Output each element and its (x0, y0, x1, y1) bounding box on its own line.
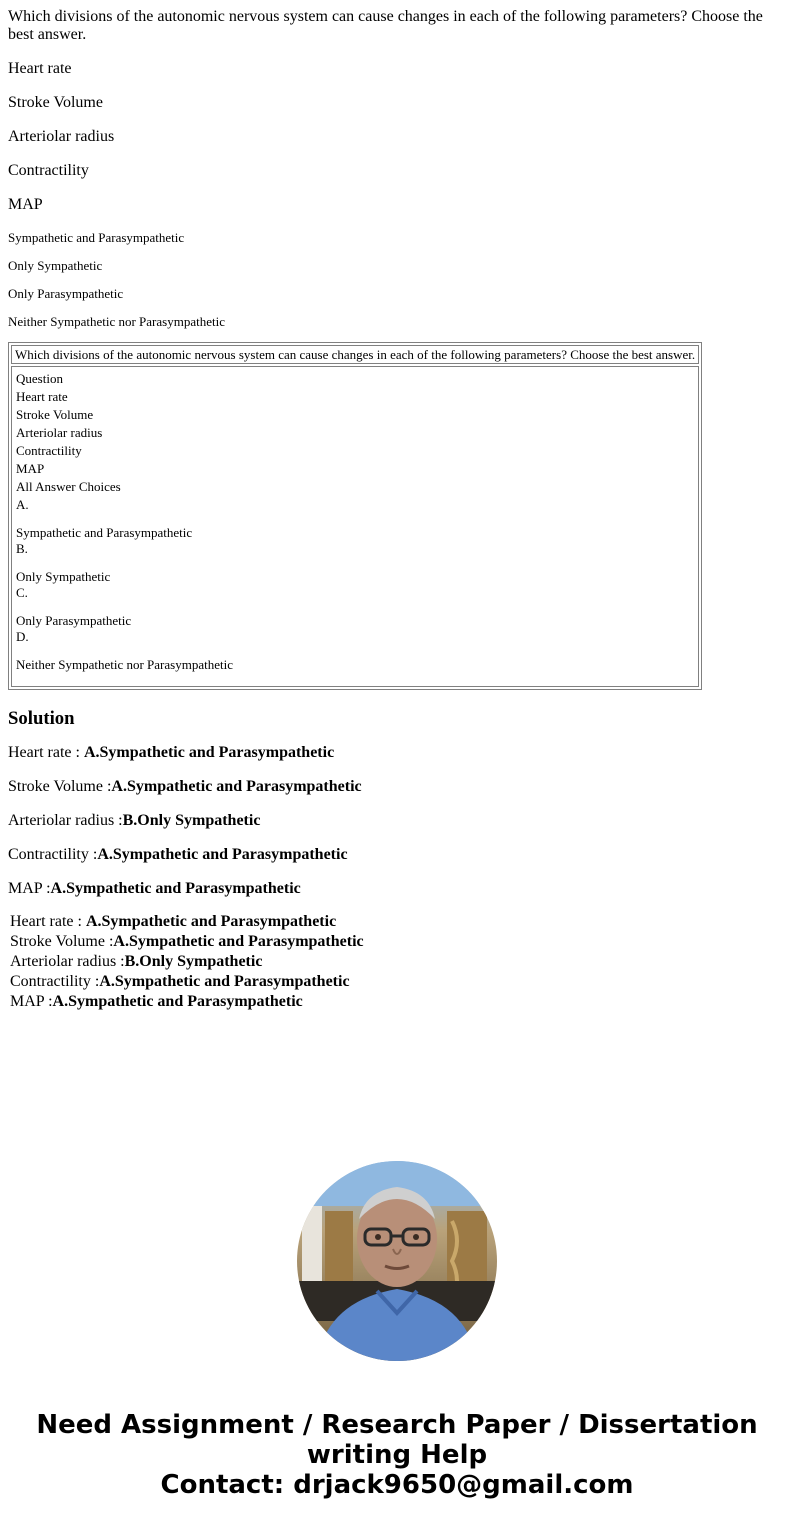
summary-value: A.Sympathetic and Parasympathetic (85, 913, 337, 930)
option-text: Neither Sympathetic nor Parasympathetic (16, 657, 233, 672)
question-table (8, 342, 702, 690)
summary-line (10, 952, 786, 972)
summary-label: Arteriolar radius : (10, 953, 125, 970)
parameter-item: Stroke Volume (8, 94, 103, 111)
parameter-item: Contractility (8, 162, 89, 179)
choice-item: Only Sympathetic (8, 258, 103, 273)
solution-answer (8, 846, 786, 864)
option-letter: C. (16, 585, 28, 600)
choice-item: Neither Sympathetic nor Parasympathetic (8, 314, 225, 329)
summary-line (10, 992, 786, 1012)
option-text: Sympathetic and Parasympathetic (16, 525, 193, 540)
solution-label: Stroke Volume : (8, 778, 112, 795)
summary-label: Heart rate : (10, 913, 86, 930)
summary-label: Contractility : (10, 973, 100, 990)
page-content (0, 8, 794, 1012)
question-label: Question (16, 371, 63, 386)
solution-label: MAP : (8, 880, 51, 897)
question-text: Which divisions of the autonomic nervous system can cause changes in each of the following parameters? Choose the best answer. (8, 8, 763, 43)
footer-contact (0, 1410, 794, 1500)
option-letter: A. (16, 497, 29, 512)
solution-answer (8, 744, 786, 762)
solution-label: Arteriolar radius : (8, 812, 123, 829)
solution-answer (8, 778, 786, 796)
summary-line (10, 932, 786, 952)
option-letter: D. (16, 629, 29, 644)
table-parameter: Contractility (16, 443, 82, 458)
footer-contact-email[interactable]: Contact: drjack9650@gmail.com (160, 1470, 634, 1500)
solution-value: A.Sympathetic and Parasympathetic (83, 744, 335, 761)
table-parameter: Heart rate (16, 389, 68, 404)
summary-value: B.Only Sympathetic (124, 953, 263, 970)
solution-value: A.Sympathetic and Parasympathetic (50, 880, 301, 897)
table-parameter: Arteriolar radius (16, 425, 103, 440)
question-table-header: Which divisions of the autonomic nervous system can cause changes in each of the following parameters? Choose the best answer. (11, 345, 699, 364)
choice-item: Only Parasympathetic (8, 286, 124, 301)
table-parameter: Stroke Volume (16, 407, 94, 422)
summary-line (10, 912, 786, 932)
footer-line: writing Help (306, 1440, 488, 1470)
solution-value: B.Only Sympathetic (122, 812, 261, 829)
summary-value: A.Sympathetic and Parasympathetic (52, 993, 303, 1010)
solution-label: Heart rate : (8, 744, 84, 761)
parameter-item: Heart rate (8, 60, 72, 77)
summary-value: A.Sympathetic and Parasympathetic (113, 933, 364, 950)
solution-summary-block (10, 912, 786, 1012)
choice-item: Sympathetic and Parasympathetic (8, 230, 185, 245)
summary-label: Stroke Volume : (10, 933, 114, 950)
parameter-item: Arteriolar radius (8, 128, 115, 145)
table-parameter: MAP (16, 461, 45, 476)
parameter-item: MAP (8, 196, 43, 213)
footer-line: Need Assignment / Research Paper / Dissertation (36, 1410, 758, 1440)
option-letter: B. (16, 541, 28, 556)
solution-answer (8, 880, 786, 898)
solution-value: A.Sympathetic and Parasympathetic (111, 778, 362, 795)
solution-answer (8, 812, 786, 830)
all-answer-choices-label: All Answer Choices (16, 479, 121, 494)
summary-line (10, 972, 786, 992)
option-text: Only Sympathetic (16, 569, 111, 584)
question-table-body (11, 366, 699, 687)
person-portrait-icon (297, 1161, 497, 1361)
solution-value: A.Sympathetic and Parasympathetic (97, 846, 348, 863)
summary-label: MAP : (10, 993, 53, 1010)
solution-heading: Solution (8, 708, 75, 729)
option-text: Only Parasympathetic (16, 613, 132, 628)
summary-value: A.Sympathetic and Parasympathetic (99, 973, 350, 990)
solution-label: Contractility : (8, 846, 98, 863)
